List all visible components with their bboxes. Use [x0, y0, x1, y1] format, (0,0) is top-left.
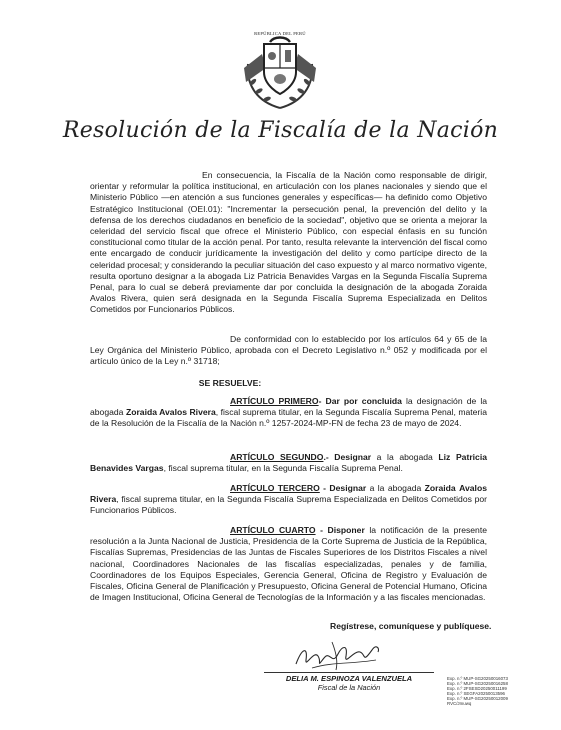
paragraph-considerations	[90, 170, 487, 316]
article-cuarto	[90, 525, 487, 603]
article-tercero	[90, 483, 487, 517]
article-body-bold: Zoraida Avalos Rivera	[123, 407, 216, 418]
closing-formula: Regístrese, comuníquese y publíquese.	[330, 621, 492, 631]
article-action: .- Designar	[323, 452, 372, 462]
article-action: - Designar	[319, 483, 367, 493]
article-action: - Disponer	[315, 525, 365, 535]
article-first-tail: la designación	[401, 396, 463, 406]
document-title: Resolución de la Fiscalía de la Nación	[62, 118, 499, 143]
resolve-heading: SE RESUELVE:	[198, 378, 262, 388]
article-body: presente resolución a la Junta Nacional de Justicia, Presidencia de la Corte Suprema de Justicia de la República, Fiscalías Supremas, Presidencias de las Juntas de Fiscales Superiores de los Distritos Fiscales a nivel nacional, Coordinadores Nacionales de las fiscalías especializadas, penales y de familia, Coordinadores de los Equipos Especiales, Gerencia General, Oficina de Registro y Evaluación de Fiscales, Oficina General de Planificación y Presupuesto, Oficina General de Potencial Humano, Oficina de Imagen Institucional, Oficina General de Tecnologías de la Información y a las fiscales mencionadas.	[90, 525, 487, 603]
article-body: de la abogada	[90, 396, 488, 418]
article-segundo	[90, 452, 487, 474]
article-body-rest: , fiscal suprema titular, en la Segunda Fiscalía Suprema Especializada en Delitos Cometidos por Funcionarios Públicos.	[90, 494, 487, 516]
file-reference: Exp. n.º SEGFA20250013596	[447, 691, 505, 697]
file-reference: Exp. n.º MUP-SG20250016258	[447, 681, 508, 687]
article-primero	[90, 396, 487, 430]
paragraph-1-rest: de dirigir, orientar y reformular la política institucional, en articulación con los planes nacionales y siendo que el Ministerio Público —en atención a sus funciones generales y específicas— ha definido como Objetivo Estratégico Institucional (OEI.01): "Incrementar la persecución penal, la prevención del delito y la defensa de los derechos ciudadanos en beneficio de la sociedad", objetivo que se orienta a mejorar la celeridad del servicio fiscal que ofrece el Ministerio Público, con especial énfasis en su función constitucional como titular de la acción penal. Por tanto, resulta relevante la intervención del fiscal como ente encargado de conducir jurídicamente la investigación del delito y como partícipe directo de la celeridad procesal; y considerando la peculiar situación del caso expuesto y al marco normativo vigente, resulta oportuno designar a la abogada Liz Patricia Benavides Vargas en la Segunda Fiscalía Suprema Penal, para lo cual se deberá previamente dar por concluida la designación de la abogada Zoraida Avalos Rivera, quien será designada en la Segunda Fiscalía Suprema Especializada en Delitos Cometidos por Funcionarios Públicos.	[90, 170, 488, 315]
signer-role: Fiscal de la Nación	[317, 683, 381, 692]
file-reference: RVC/Jmuwq	[447, 701, 472, 707]
article-body-rest: , fiscal suprema titular, en la Segunda Fiscalía Suprema Penal, materia de la Resolución de la Fiscalía de la Nación n.º 1257-2024-MP-FN de fecha 23 de mayo de 2024.	[90, 407, 487, 429]
paragraph-2-rest: de la Ley Orgánica del Ministerio Público, aprobada con el Decreto Legislativo n.º 052 y modificada por el artículo único de la Ley n.º 31718;	[90, 334, 487, 367]
file-reference: Exp. n.º MUP-SG20250012009	[447, 696, 508, 702]
paragraph-1-first: En consecuencia, la Fiscalía de la Nación como responsable	[202, 170, 447, 180]
article-title: ARTÍCULO SEGUNDO	[230, 452, 324, 462]
article-first-tail: la notificación de la	[364, 525, 449, 535]
handwritten-signature	[292, 638, 382, 674]
article-title: ARTÍCULO TERCERO	[230, 483, 320, 493]
article-body-bold: Avalos Rivera	[90, 483, 487, 505]
article-title: ARTÍCULO CUARTO	[230, 525, 316, 535]
article-title: ARTÍCULO PRIMERO	[230, 396, 319, 406]
peru-coat-of-arms-icon	[240, 24, 320, 110]
article-first-tail: a la abogada	[366, 483, 425, 493]
paragraph-2-first: De conformidad con lo establecido por los artículos 64 y 65	[230, 334, 465, 344]
file-reference: Exp. n.º MUP-SG20250016073	[447, 676, 508, 681]
paragraph-legal-basis	[90, 334, 487, 368]
file-reference: Exp. n.º 2FSESD20250011199	[447, 686, 507, 692]
signer-name: DELIA M. ESPINOZA VALENZUELA	[264, 672, 434, 683]
article-body-bold: Benavides Vargas	[90, 463, 164, 474]
article-bold-name: Zoraida	[424, 483, 456, 493]
article-body-rest: , fiscal suprema titular, en la Segunda Fiscalía Suprema Penal.	[163, 463, 403, 474]
file-references	[447, 676, 527, 707]
emblem-caption: REPÚBLICA DEL PERÚ	[254, 31, 306, 36]
article-bold-name: Liz Patricia	[438, 452, 487, 462]
article-action: - Dar por concluida	[318, 396, 402, 406]
article-first-tail: a la abogada	[371, 452, 439, 462]
